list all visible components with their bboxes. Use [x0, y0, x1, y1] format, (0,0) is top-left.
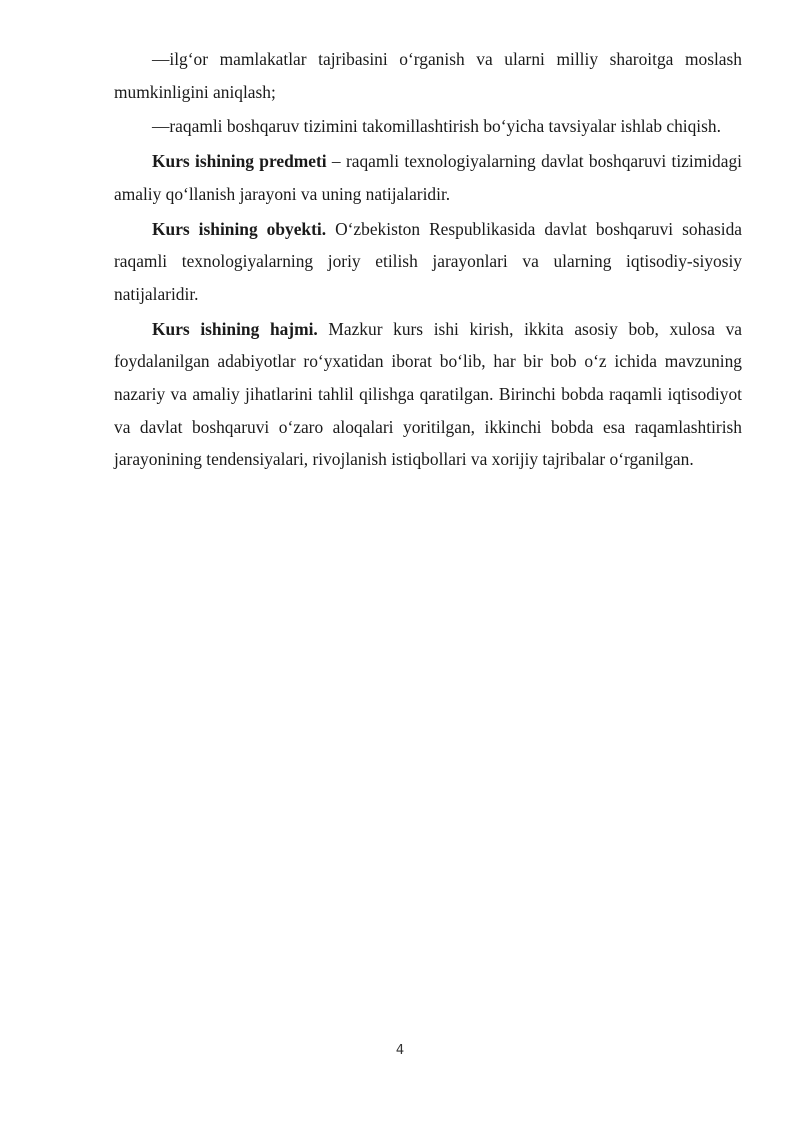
paragraph-subject — [114, 145, 742, 210]
paragraph-task-recommendations — [114, 110, 742, 143]
paragraph-heading: Kurs ishining hajmi. — [152, 318, 318, 339]
paragraph-task-foreign-experience — [114, 43, 742, 108]
paragraph-text: —raqamli boshqaruv tizimini takomillashtirish bo‘yicha tavsiyalar ishlab chiqish. — [152, 116, 721, 137]
paragraph-volume — [114, 313, 742, 477]
paragraph-text: —ilg‘or mamlakatlar tajribasini o‘rganish va ularni milliy sharoitga moslash mumkinligini aniqlash; — [114, 49, 742, 102]
paragraph-text: O‘zbekiston Respublikasida davlat boshqaruvi sohasida raqamli texnologiyalarning joriy etilish jarayonlari va ularning iqtisodiy-siyosiy natijalaridir. — [114, 218, 742, 304]
paragraph-text: Mazkur kurs ishi kirish, ikkita asosiy bob, xulosa va foydalanilgan adabiyotlar ro‘yxatidan iborat bo‘lib, har bir bob o‘z ichida mavzuning nazariy va amaliy jihatlarini tahlil qilishga qaratilgan. Birinchi bobda raqamli iqtisodiyot va davlat boshqaruvi o‘zaro aloqalari yoritilgan, ikkinchi bobda esa raqamlashtirish jarayonining tendensiyalari, rivojlanish istiqbollari va xorijiy tajribalar o‘rganilgan. — [114, 318, 742, 470]
paragraph-text: – raqamli texnologiyalarning davlat boshqaruvi tizimidagi amaliy qo‘llanish jarayoni va uning natijalaridir. — [114, 151, 743, 204]
paragraph-heading: Kurs ishining predmeti — [152, 151, 327, 172]
page-body — [114, 43, 742, 478]
paragraph-heading: Kurs ishining obyekti. — [152, 218, 327, 239]
page-number: 4 — [395, 1043, 405, 1058]
paragraph-object — [114, 213, 742, 311]
